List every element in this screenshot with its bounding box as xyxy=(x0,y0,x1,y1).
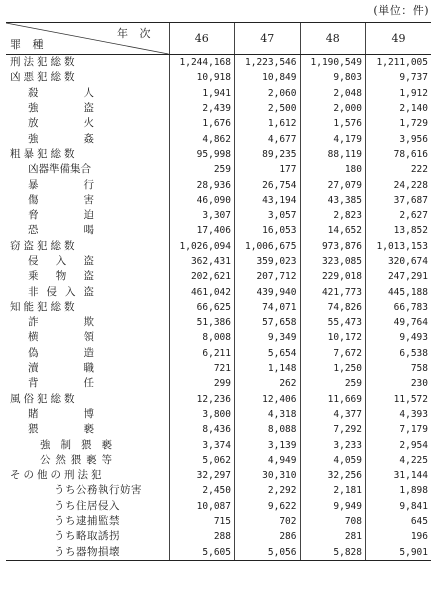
table-row xyxy=(6,239,431,254)
value-cell: 55,473 xyxy=(300,315,366,330)
value-cell: 1,676 xyxy=(169,116,235,131)
value-cell: 4,377 xyxy=(300,407,366,422)
subcategory-label: 強 盗 xyxy=(28,102,94,115)
table-row xyxy=(6,269,431,284)
year-header: 47 xyxy=(235,23,301,55)
value-cell: 973,876 xyxy=(300,239,366,254)
value-cell: 202,621 xyxy=(169,269,235,284)
value-cell: 4,862 xyxy=(169,131,235,146)
row-label-cell xyxy=(6,193,169,208)
value-cell: 11,669 xyxy=(300,392,366,407)
value-cell: 12,406 xyxy=(235,392,301,407)
table-row xyxy=(6,376,431,391)
row-label-cell xyxy=(6,437,169,452)
value-cell: 439,940 xyxy=(235,284,301,299)
value-cell: 30,310 xyxy=(235,468,301,483)
value-cell: 320,674 xyxy=(366,254,432,269)
value-cell: 7,672 xyxy=(300,346,366,361)
value-cell: 2,292 xyxy=(235,483,301,498)
value-cell: 49,764 xyxy=(366,315,432,330)
value-cell: 37,687 xyxy=(366,193,432,208)
value-cell: 4,393 xyxy=(366,407,432,422)
value-cell: 1,013,153 xyxy=(366,239,432,254)
value-cell: 1,729 xyxy=(366,116,432,131)
value-cell: 2,181 xyxy=(300,483,366,498)
value-cell: 8,008 xyxy=(169,330,235,345)
value-cell: 421,773 xyxy=(300,284,366,299)
value-cell: 5,901 xyxy=(366,545,432,561)
table-row xyxy=(6,193,431,208)
table-row xyxy=(6,177,431,192)
subcategory-label: 偽 造 xyxy=(28,346,94,359)
subcategory-label: 非 侵 入 盗 xyxy=(28,285,94,298)
value-cell: 66,625 xyxy=(169,300,235,315)
subcategory-label: 猥 褻 xyxy=(28,423,94,436)
table-row xyxy=(6,330,431,345)
value-cell: 196 xyxy=(366,529,432,544)
row-label-cell xyxy=(6,86,169,101)
table-header xyxy=(6,23,431,55)
subcategory-label: 強 制 猥 褻 xyxy=(40,438,112,451)
value-cell: 4,179 xyxy=(300,131,366,146)
value-cell: 3,139 xyxy=(235,437,301,452)
value-cell: 4,225 xyxy=(366,453,432,468)
value-cell: 31,144 xyxy=(366,468,432,483)
value-cell: 445,188 xyxy=(366,284,432,299)
value-cell: 57,658 xyxy=(235,315,301,330)
value-cell: 5,654 xyxy=(235,346,301,361)
value-cell: 28,936 xyxy=(169,177,235,192)
value-cell: 2,823 xyxy=(300,208,366,223)
subcategory-label: うち略取誘拐 xyxy=(54,530,120,543)
value-cell: 1,941 xyxy=(169,86,235,101)
value-cell: 8,436 xyxy=(169,422,235,437)
value-cell: 11,572 xyxy=(366,392,432,407)
value-cell: 9,803 xyxy=(300,70,366,85)
table-row xyxy=(6,361,431,376)
table-row xyxy=(6,422,431,437)
table-row xyxy=(6,254,431,269)
value-cell: 3,057 xyxy=(235,208,301,223)
table-row xyxy=(6,392,431,407)
value-cell: 10,172 xyxy=(300,330,366,345)
value-cell: 1,612 xyxy=(235,116,301,131)
value-cell: 17,406 xyxy=(169,223,235,238)
subcategory-label: うち逮捕監禁 xyxy=(54,515,120,528)
value-cell: 1,190,549 xyxy=(300,55,366,71)
table-row xyxy=(6,55,431,71)
value-cell: 66,783 xyxy=(366,300,432,315)
value-cell: 43,194 xyxy=(235,193,301,208)
value-cell: 10,849 xyxy=(235,70,301,85)
value-cell: 7,292 xyxy=(300,422,366,437)
value-cell: 4,059 xyxy=(300,453,366,468)
value-cell: 78,616 xyxy=(366,147,432,162)
value-cell: 288 xyxy=(169,529,235,544)
value-cell: 1,006,675 xyxy=(235,239,301,254)
value-cell: 177 xyxy=(235,162,301,177)
row-label-cell xyxy=(6,407,169,422)
row-label-cell xyxy=(6,346,169,361)
subcategory-label: 横 領 xyxy=(28,331,94,344)
row-label-cell xyxy=(6,529,169,544)
row-label-cell xyxy=(6,70,169,85)
value-cell: 26,754 xyxy=(235,177,301,192)
table-row xyxy=(6,147,431,162)
row-label-cell xyxy=(6,315,169,330)
subcategory-label: 瀆 職 xyxy=(28,362,94,375)
value-cell: 1,148 xyxy=(235,361,301,376)
value-cell: 8,088 xyxy=(235,422,301,437)
row-label-cell xyxy=(6,116,169,131)
subcategory-label: 殺 人 xyxy=(28,86,94,99)
value-cell: 5,056 xyxy=(235,545,301,561)
year-header: 46 xyxy=(169,23,235,55)
category-total-label: その他の刑法犯 xyxy=(10,469,105,482)
row-label-cell xyxy=(6,545,169,561)
table-row xyxy=(6,529,431,544)
value-cell: 32,297 xyxy=(169,468,235,483)
row-label-cell xyxy=(6,453,169,468)
category-total-label: 刑法犯総数 xyxy=(10,56,78,69)
subcategory-label: 強 姦 xyxy=(28,132,94,145)
value-cell: 2,048 xyxy=(300,86,366,101)
row-label-cell xyxy=(6,131,169,146)
value-cell: 3,307 xyxy=(169,208,235,223)
table-row xyxy=(6,483,431,498)
value-cell: 1,912 xyxy=(366,86,432,101)
subcategory-label: 背 任 xyxy=(28,377,94,390)
value-cell: 7,179 xyxy=(366,422,432,437)
value-cell: 281 xyxy=(300,529,366,544)
row-label-cell xyxy=(6,514,169,529)
value-cell: 46,090 xyxy=(169,193,235,208)
value-cell: 27,079 xyxy=(300,177,366,192)
value-cell: 3,956 xyxy=(366,131,432,146)
subcategory-label: 放 火 xyxy=(28,117,94,130)
value-cell: 702 xyxy=(235,514,301,529)
row-label-cell xyxy=(6,239,169,254)
row-label-cell xyxy=(6,392,169,407)
subcategory-label: 賭 博 xyxy=(28,407,94,420)
value-cell: 4,318 xyxy=(235,407,301,422)
table-row xyxy=(6,284,431,299)
value-cell: 95,998 xyxy=(169,147,235,162)
subcategory-label: 乗 物 盗 xyxy=(28,270,94,283)
value-cell: 10,918 xyxy=(169,70,235,85)
subcategory-label: うち住居侵入 xyxy=(54,499,120,512)
category-total-label: 窃盗犯総数 xyxy=(10,239,78,252)
value-cell: 1,244,168 xyxy=(169,55,235,71)
value-cell: 708 xyxy=(300,514,366,529)
table-row xyxy=(6,300,431,315)
row-label-cell xyxy=(6,101,169,116)
value-cell: 3,374 xyxy=(169,437,235,452)
value-cell: 3,800 xyxy=(169,407,235,422)
subcategory-label: うち器物損壊 xyxy=(54,545,120,558)
value-cell: 74,826 xyxy=(300,300,366,315)
value-cell: 89,235 xyxy=(235,147,301,162)
year-header: 49 xyxy=(366,23,432,55)
table-row xyxy=(6,437,431,452)
value-cell: 2,954 xyxy=(366,437,432,452)
crime-statistics-table xyxy=(6,22,431,561)
table-row xyxy=(6,315,431,330)
subcategory-label: 傷 害 xyxy=(28,193,94,206)
value-cell: 362,431 xyxy=(169,254,235,269)
row-label-cell xyxy=(6,147,169,162)
value-cell: 88,119 xyxy=(300,147,366,162)
value-cell: 10,087 xyxy=(169,499,235,514)
subcategory-label: うち公務執行妨害 xyxy=(54,484,142,497)
table-row xyxy=(6,453,431,468)
value-cell: 222 xyxy=(366,162,432,177)
value-cell: 299 xyxy=(169,376,235,391)
value-cell: 2,060 xyxy=(235,86,301,101)
value-cell: 43,385 xyxy=(300,193,366,208)
value-cell: 262 xyxy=(235,376,301,391)
subcategory-label: 侵 入 盗 xyxy=(28,255,94,267)
value-cell: 1,898 xyxy=(366,483,432,498)
value-cell: 758 xyxy=(366,361,432,376)
value-cell: 9,949 xyxy=(300,499,366,514)
table-body xyxy=(6,55,431,561)
value-cell: 721 xyxy=(169,361,235,376)
value-cell: 9,841 xyxy=(366,499,432,514)
corner-header-cell xyxy=(6,23,169,55)
value-cell: 715 xyxy=(169,514,235,529)
table-row xyxy=(6,70,431,85)
value-cell: 229,018 xyxy=(300,269,366,284)
value-cell: 5,605 xyxy=(169,545,235,561)
value-cell: 14,652 xyxy=(300,223,366,238)
value-cell: 1,211,005 xyxy=(366,55,432,71)
table-row xyxy=(6,407,431,422)
value-cell: 74,071 xyxy=(235,300,301,315)
value-cell: 259 xyxy=(169,162,235,177)
value-cell: 2,140 xyxy=(366,101,432,116)
table-row xyxy=(6,208,431,223)
value-cell: 12,236 xyxy=(169,392,235,407)
category-total-label: 知能犯総数 xyxy=(10,300,78,313)
row-label-cell xyxy=(6,300,169,315)
value-cell: 230 xyxy=(366,376,432,391)
value-cell: 4,677 xyxy=(235,131,301,146)
row-label-cell xyxy=(6,361,169,376)
row-label-cell xyxy=(6,208,169,223)
subcategory-label: 恐 喝 xyxy=(28,224,94,237)
table-row xyxy=(6,116,431,131)
value-cell: 13,852 xyxy=(366,223,432,238)
row-label-cell xyxy=(6,269,169,284)
row-label-cell xyxy=(6,483,169,498)
row-label-cell xyxy=(6,499,169,514)
value-cell: 9,493 xyxy=(366,330,432,345)
value-cell: 247,291 xyxy=(366,269,432,284)
table-row xyxy=(6,468,431,483)
corner-year-label: 年 次 xyxy=(117,27,155,40)
value-cell: 359,023 xyxy=(235,254,301,269)
unit-note: (単位：件) xyxy=(373,4,429,17)
value-cell: 32,256 xyxy=(300,468,366,483)
value-cell: 323,085 xyxy=(300,254,366,269)
value-cell: 645 xyxy=(366,514,432,529)
value-cell: 207,712 xyxy=(235,269,301,284)
table-row xyxy=(6,514,431,529)
subcategory-label: 凶器準備集合 xyxy=(28,163,91,176)
category-total-label: 粗暴犯総数 xyxy=(10,147,78,160)
value-cell: 5,062 xyxy=(169,453,235,468)
value-cell: 24,228 xyxy=(366,177,432,192)
row-label-cell xyxy=(6,284,169,299)
value-cell: 2,000 xyxy=(300,101,366,116)
value-cell: 1,223,546 xyxy=(235,55,301,71)
value-cell: 180 xyxy=(300,162,366,177)
category-total-label: 凶悪犯総数 xyxy=(10,71,78,84)
value-cell: 5,828 xyxy=(300,545,366,561)
value-cell: 16,053 xyxy=(235,223,301,238)
row-label-cell xyxy=(6,55,169,71)
value-cell: 2,627 xyxy=(366,208,432,223)
table-row xyxy=(6,162,431,177)
year-header: 48 xyxy=(300,23,366,55)
row-label-cell xyxy=(6,330,169,345)
value-cell: 461,042 xyxy=(169,284,235,299)
subcategory-label: 脅 迫 xyxy=(28,209,94,222)
value-cell: 2,500 xyxy=(235,101,301,116)
value-cell: 51,386 xyxy=(169,315,235,330)
value-cell: 286 xyxy=(235,529,301,544)
table-row xyxy=(6,223,431,238)
value-cell: 9,349 xyxy=(235,330,301,345)
value-cell: 259 xyxy=(300,376,366,391)
value-cell: 1,576 xyxy=(300,116,366,131)
table-row xyxy=(6,499,431,514)
corner-category-label: 罪 種 xyxy=(10,38,48,51)
value-cell: 6,538 xyxy=(366,346,432,361)
row-label-cell xyxy=(6,422,169,437)
table-row xyxy=(6,101,431,116)
row-label-cell xyxy=(6,177,169,192)
table-row xyxy=(6,545,431,561)
row-label-cell xyxy=(6,376,169,391)
table-row xyxy=(6,131,431,146)
value-cell: 2,439 xyxy=(169,101,235,116)
table-row xyxy=(6,86,431,101)
value-cell: 1,250 xyxy=(300,361,366,376)
category-total-label: 風俗犯総数 xyxy=(10,392,78,405)
value-cell: 4,949 xyxy=(235,453,301,468)
subcategory-label: 公 然 猥 褻 等 xyxy=(40,453,112,466)
value-cell: 9,737 xyxy=(366,70,432,85)
value-cell: 9,622 xyxy=(235,499,301,514)
subcategory-label: 詐 欺 xyxy=(28,316,94,329)
subcategory-label: 暴 行 xyxy=(28,178,94,191)
row-label-cell xyxy=(6,223,169,238)
row-label-cell xyxy=(6,254,169,269)
table-row xyxy=(6,346,431,361)
row-label-cell xyxy=(6,162,169,177)
value-cell: 2,450 xyxy=(169,483,235,498)
value-cell: 6,211 xyxy=(169,346,235,361)
value-cell: 3,233 xyxy=(300,437,366,452)
value-cell: 1,026,094 xyxy=(169,239,235,254)
row-label-cell xyxy=(6,468,169,483)
